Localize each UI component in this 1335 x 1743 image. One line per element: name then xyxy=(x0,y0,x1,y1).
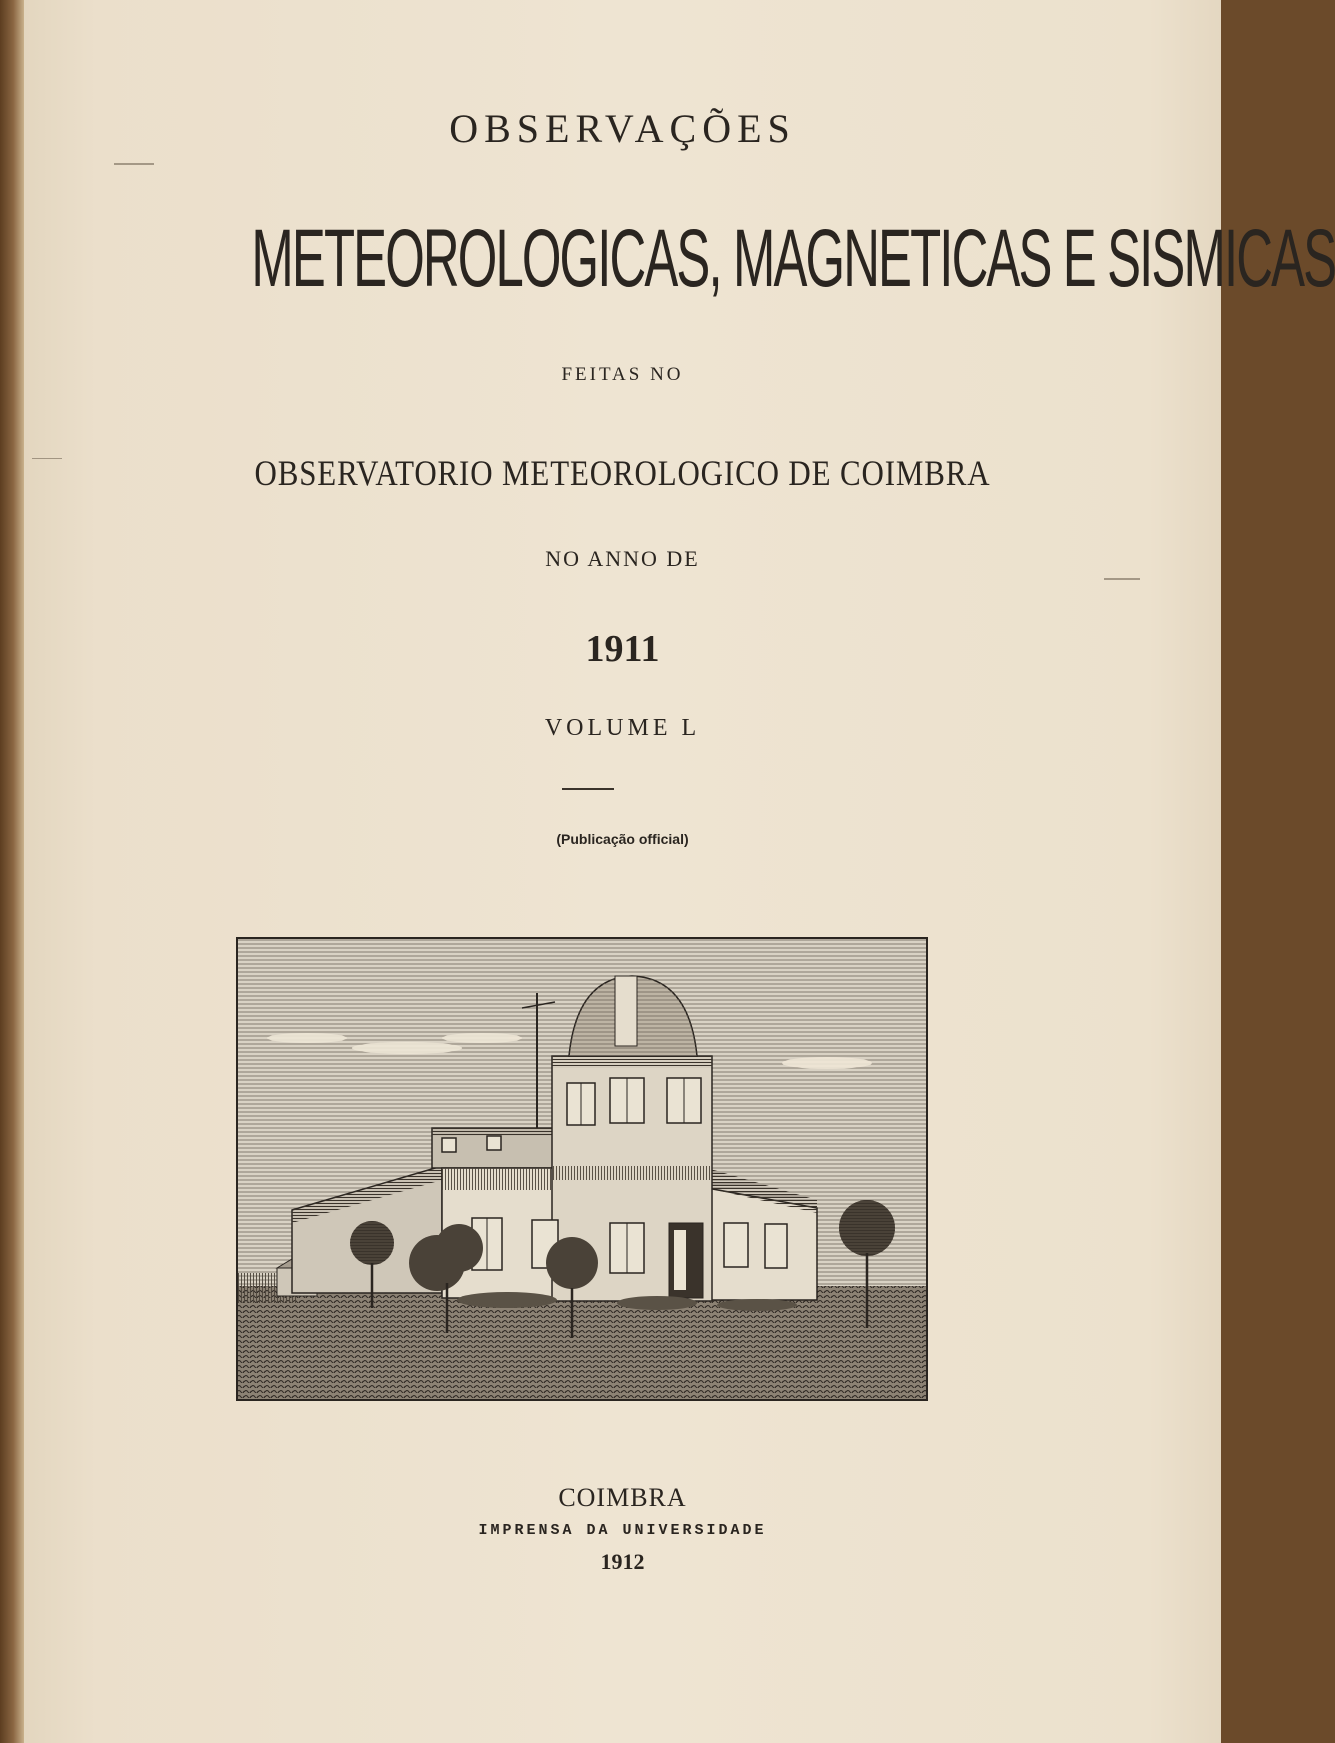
institution-name: OBSERVATORIO METEOROLOGICO DE COIMBRA xyxy=(254,453,991,493)
paper-fleck xyxy=(1104,578,1140,580)
publication-note: (Publicação official) xyxy=(556,831,689,847)
paper-fleck xyxy=(32,458,62,459)
heading-observacoes: OBSERVAÇÕES xyxy=(449,106,796,151)
volume-label: VOLUME L xyxy=(544,715,701,741)
heading-feitas-no: FEITAS NO xyxy=(561,364,684,385)
imprint-city: COIMBRA xyxy=(558,1483,687,1512)
imprint-year: 1912 xyxy=(600,1549,645,1574)
year-label: NO ANNO DE xyxy=(545,546,700,571)
paper-fleck xyxy=(114,163,154,165)
observation-year: 1911 xyxy=(585,628,660,670)
observatory-engraving xyxy=(237,938,927,1400)
divider-rule xyxy=(562,788,614,790)
imprint-printer: IMPRENSA DA UNIVERSIDADE xyxy=(478,1522,767,1539)
book-spine-edge xyxy=(0,0,24,1743)
title-page xyxy=(24,0,1335,1743)
heading-main-title: METEOROLOGICAS, MAGNETICAS E SISMICAS xyxy=(251,213,1335,304)
